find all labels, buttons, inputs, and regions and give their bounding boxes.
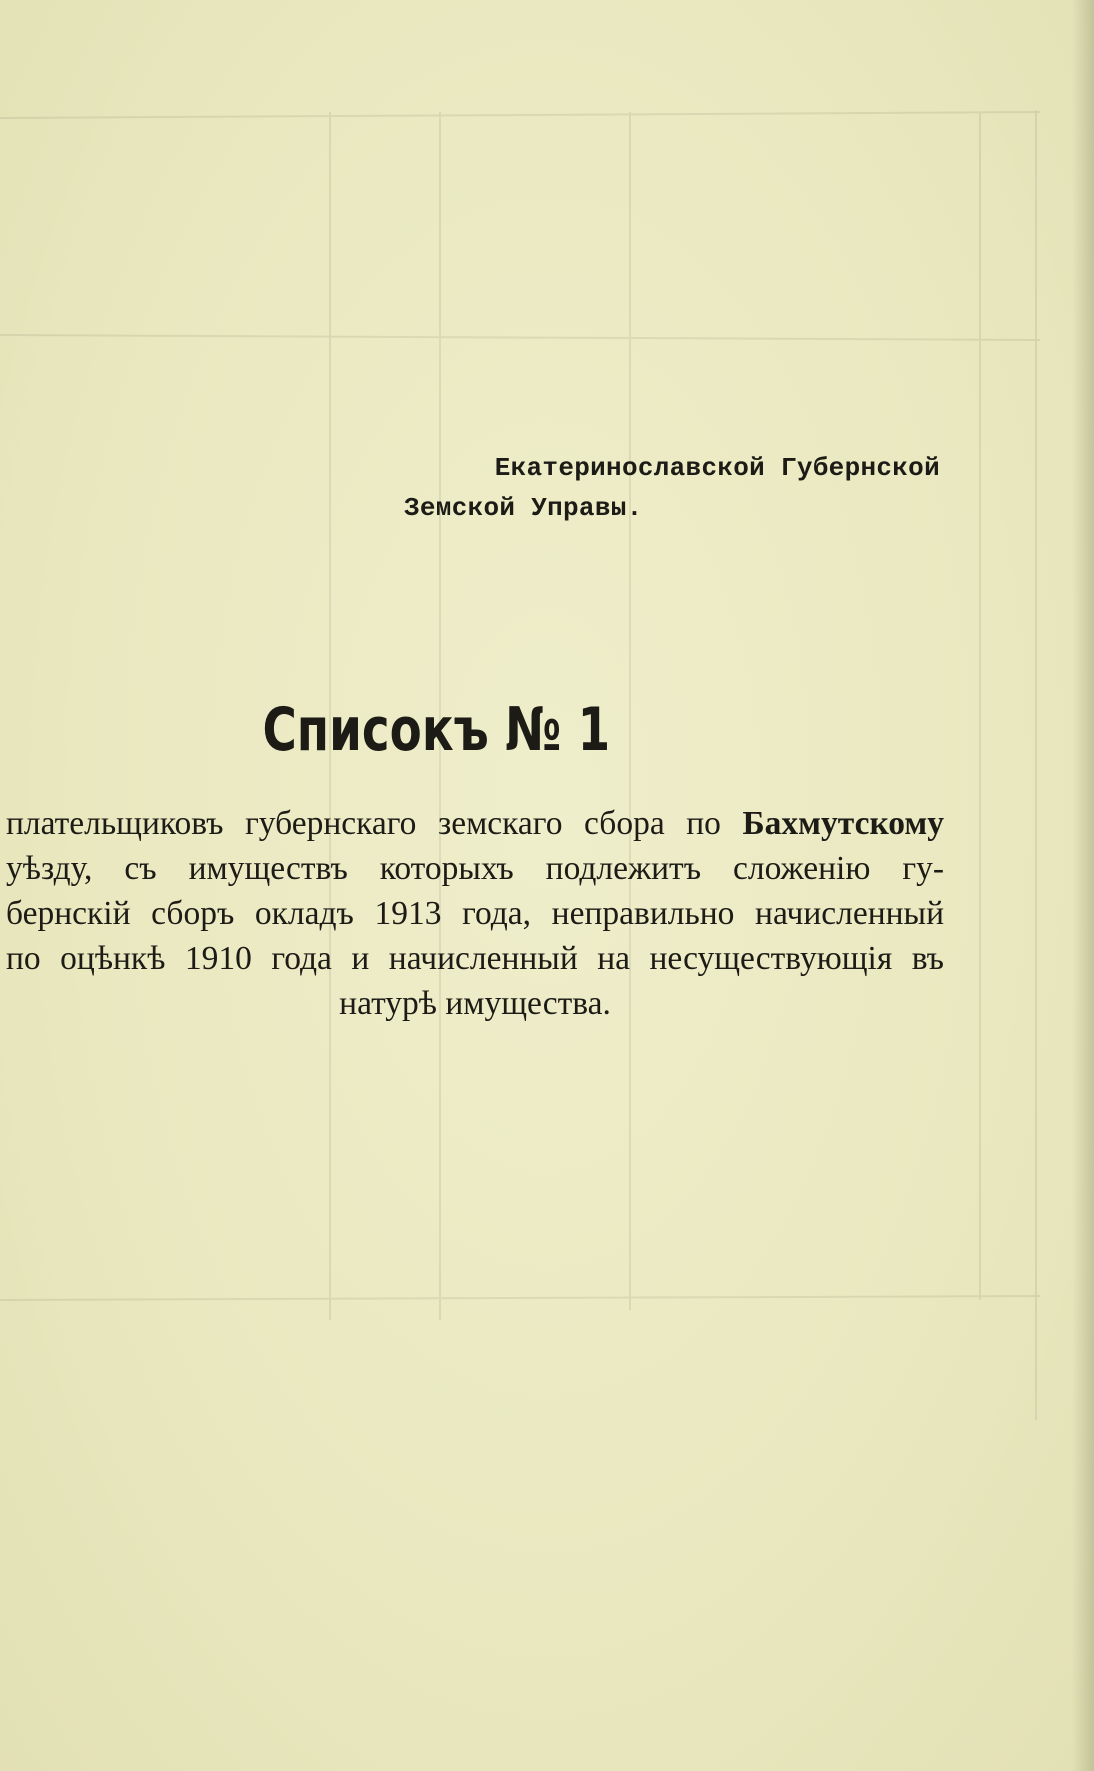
description-line-3: бернскій сборъ окладъ 1913 года, неправильно начисленный xyxy=(6,895,944,932)
description-line-2: уѣзду, съ имуществъ которыхъ подлежитъ сложенію гу- xyxy=(6,850,944,887)
description-line-1 xyxy=(6,801,944,846)
header-line-1: Екатеринославской Губернской xyxy=(494,453,940,483)
issuer-header xyxy=(390,448,950,528)
list-description xyxy=(6,801,944,1026)
list-title: Списокъ № 1 xyxy=(262,695,611,765)
page-edge-shadow xyxy=(1072,0,1094,1771)
description-line-4: по оцѣнкѣ 1910 года и начисленный на несуществующія въ xyxy=(6,940,944,977)
header-line-2: Земской Управы. xyxy=(404,493,643,523)
description-line-5: натурѣ имущества. xyxy=(339,985,611,1022)
district-name: Бахмутскому xyxy=(742,805,944,842)
description-line-1-text: плательщиковъ губернскаго земскаго сбора по xyxy=(6,805,743,842)
